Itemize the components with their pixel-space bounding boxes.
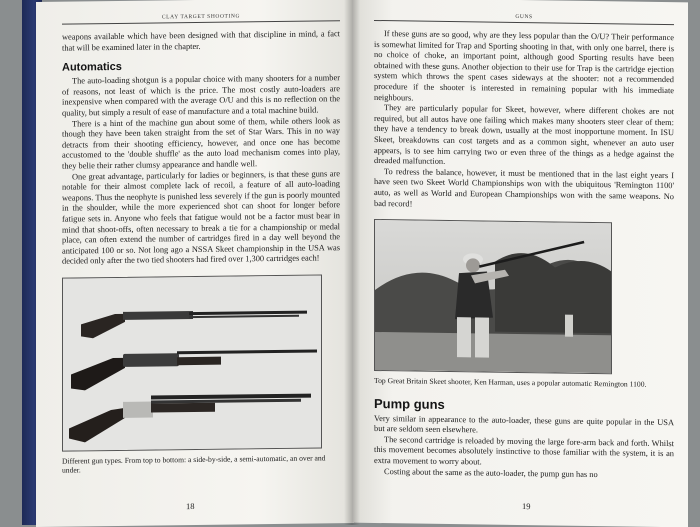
section-title-automatics: Automatics (62, 61, 122, 74)
guns-photo-caption: Different gun types. From top to bottom: a side-by-side, a semi-automatic, an over and under. (62, 453, 326, 476)
guns-photo (62, 274, 322, 451)
right-paragraph-6: Costing about the same as the auto-loader, the pump gun has no (384, 466, 598, 479)
left-opening-text: weapons available which have been designed with that discipline in mind, a fact that will be examined later in the chapter. (62, 29, 340, 53)
guns-illustration (63, 275, 321, 450)
shooter-illustration (375, 220, 611, 373)
right-page-number: 19 (522, 501, 531, 512)
left-paragraph-3: One great advantage, particularly for ladies or beginners, is that these guns are notable for their almost complete lack of recoil, a feature of all auto-loading weapons. Thus the neophyte is punished less severely if the gun is poorly mounted in the shoulder, while the more experienced shot can shoot for longer before fatigue sets in. Anyone who feels that fatigue would not be a factor must bear in mind that shoot-offs, often necessary to break a tie for a championship or medal place, can often extend the number of cartridges fired in a day well beyond the anticipated 100 or so. Not long ago a NSSA Skeet championship in the USA was decided only after the two tied shooters had fired over 1,300 cartridges each! (62, 168, 340, 266)
right-paragraph-3: To redress the balance, however, it must be mentioned that in the last eight years I have seen two Skeet World Championships won with the ubiquitous 'Remington 1100' auto, as well as World and European Championships won with the same weapons. No bad record! (374, 166, 674, 208)
left-paragraph-1: The auto-loading shotgun is a popular choice with many shooters for a number of reasons, not least of which is the price. The most costly auto-loaders are inexpensive when compared with the average O/U and this is no reflection on the quality, but simply a result of ease of manufacture and a total machine build. (62, 73, 340, 118)
right-paragraph-2: They are particularly popular for Skeet, however, where different chokes are not required, but all autos have one failing which makes many shooters steer clear of them: they have a tendency to break down, usually at the most inopportune moment. In ISU Skeet, breakdowns can cost targets and as a common sight, whenever an auto user appears, is to see him carrying two or even three of the things as a hedge against the dreaded malfunction. (374, 103, 674, 167)
section-title-pump-guns: Pump guns (374, 395, 445, 412)
right-page (352, 0, 688, 527)
right-paragraph-1: If these guns are so good, why are they less popular than the O/U? Their performance is somewhat limited for Trap and Sporting shooting in that, with only one barrel, there is no choice of choke, an important point, although good Sporting results have been obtained with these guns. Another objection to their use for Trap is the cartridge ejection system which throws the spent cases sideways at the shooter: not a recommended procedure if the shooter is interested in remaining popular with his immediate neighbours. (374, 29, 674, 103)
shooter-photo-caption: Top Great Britain Skeet shooter, Ken Harman, uses a popular automatic Remington 1100. (374, 376, 647, 389)
shooter-photo (374, 219, 612, 374)
left-paragraph-2: There is a hint of the machine gun about some of them, while others look as though they have been taken straight from the set of Star Wars. This in no way detracts from their shooting efficiency, however, and once one has become accustomed to the 'double shuffle' as the auto load mechanism comes into play, they belie their rather clumsy appearance and handle well. (62, 115, 340, 171)
left-page (36, 0, 354, 527)
book-gutter (344, 0, 360, 525)
right-paragraph-5: The second cartridge is reloaded by moving the large fore-arm back and forth. Whilst this movement becomes absolutely instinctive to those familiar with the system, it is an extra movement to worry about. (374, 434, 674, 467)
left-page-number: 18 (186, 501, 195, 512)
left-running-head: CLAY TARGET SHOOTING (62, 12, 340, 24)
right-running-head: GUNS (374, 12, 674, 25)
right-paragraph-4: Very similar in appearance to the auto-loader, these guns are quite popular in the USA but are seldom seen elsewhere. (374, 413, 674, 435)
